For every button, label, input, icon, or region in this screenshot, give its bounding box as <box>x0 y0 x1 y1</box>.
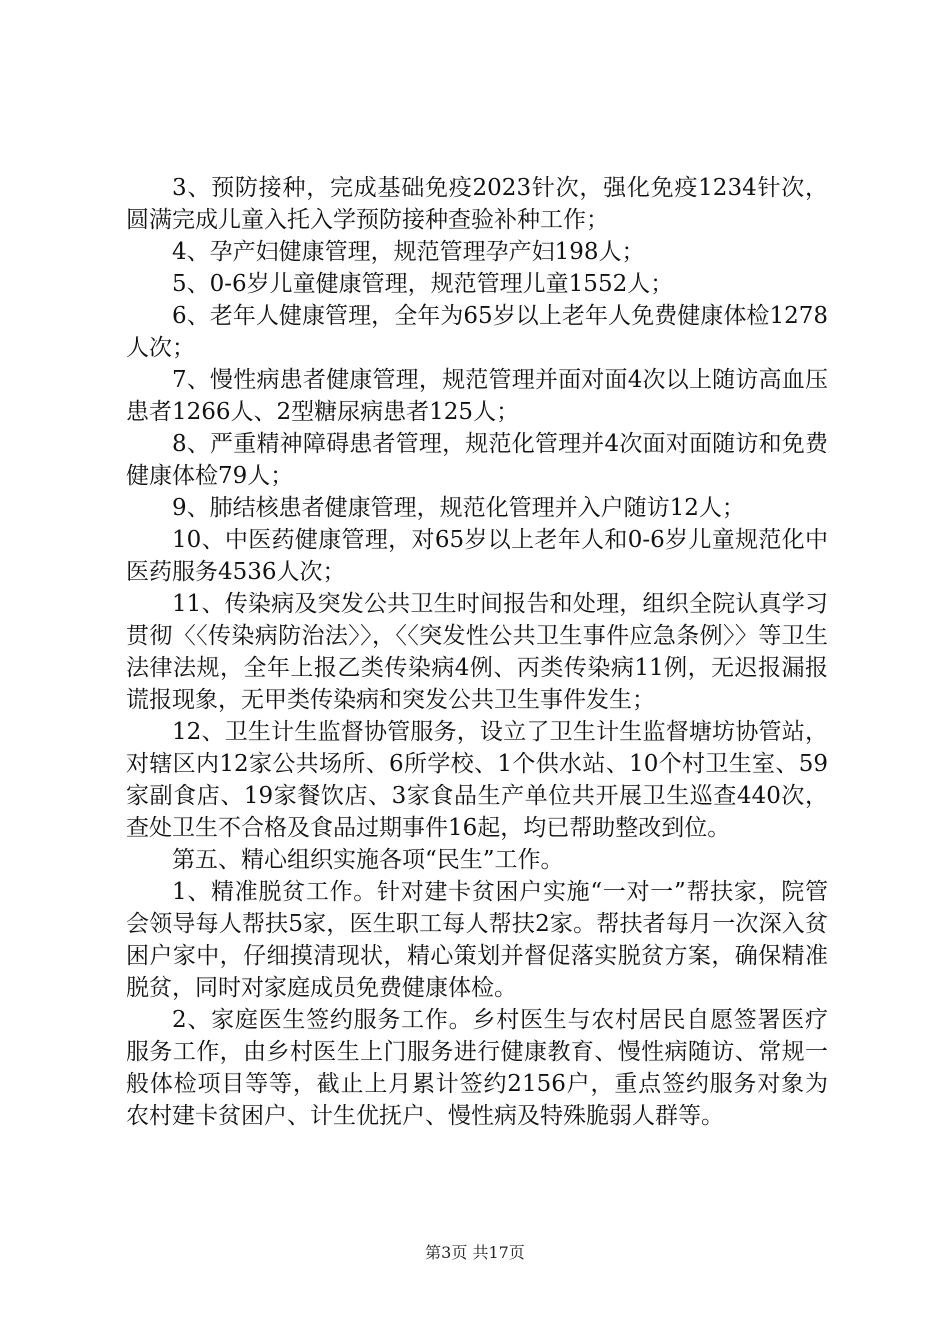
paragraph-item-4-maternal-health: 4、孕产妇健康管理，规范管理孕产妇198人； <box>172 239 645 265</box>
paragraph-item-3-vaccination: 3、预防接种，完成基础免疫2023针次，强化免疫1234针次，圆满完成儿童入托入学预防接种查验补种工作； <box>126 175 828 233</box>
page-number-footer: 第3页 共17页 <box>425 1243 525 1262</box>
paragraph-item-11-infectious-disease: 11、传染病及突发公共卫生时间报告和处理，组织全院认真学习贯彻〈〈传染病防治法〉〉，〈〈突发性公共卫生事件应急条例〉〉等卫生法律法规，全年上报乙类传染病4例、丙类传染病11例，无迟报漏报谎报现象，无甲类传染病和突发公共卫生事件发生； <box>126 591 828 713</box>
paragraph-item-5-child-health: 5、0-6岁儿童健康管理，规范管理儿童1552人； <box>172 271 674 297</box>
paragraph-item-10-tcm: 10、中医药健康管理，对65岁以上老年人和0-6岁儿童规范化中医药服务4536人次； <box>126 527 828 585</box>
paragraph-item-7-chronic-disease: 7、慢性病患者健康管理，规范管理并面对面4次以上随访高血压患者1266人、2型糖尿病患者125人； <box>126 367 828 425</box>
paragraph-poverty-alleviation: 1、精准脱贫工作。针对建卡贫困户实施“一对一”帮扶家，院管会领导每人帮扶5家，医生职工每人帮扶2家。帮扶者每月一次深入贫困户家中，仔细摸清现状，精心策划并督促落实脱贫方案，确保精准脱贫，同时对家庭成员免费健康体检。 <box>126 879 828 1001</box>
paragraph-item-8-mental-disorder: 8、严重精神障碍患者管理，规范化管理并4次面对面随访和免费健康体检79人； <box>126 431 828 489</box>
paragraph-item-6-elderly-health: 6、老年人健康管理，全年为65岁以上老年人免费健康体检1278人次； <box>126 303 828 361</box>
document-body <box>126 172 828 1132</box>
paragraph-item-12-health-supervision: 12、卫生计生监督协管服务，设立了卫生计生监督塘坊协管站，对辖区内12家公共场所、6所学校、1个供水站、10个村卫生室、59家副食店、19家餐饮店、3家食品生产单位共开展卫生巡查440次，查处卫生不合格及食品过期事件16起，均已帮助整改到位。 <box>126 719 828 841</box>
paragraph-item-9-tuberculosis: 9、肺结核患者健康管理，规范化管理并入户随访12人； <box>172 495 745 521</box>
paragraph-family-doctor: 2、家庭医生签约服务工作。乡村医生与农村居民自愿签署医疗服务工作，由乡村医生上门服务进行健康教育、慢性病随访、常规一般体检项目等等，截止上月累计签约2156户，重点签约服务对象为农村建卡贫困户、计生优抚户、慢性病及特殊脆弱人群等。 <box>126 1007 828 1129</box>
section-heading-fifth: 第五、精心组织实施各项“民生”工作。 <box>172 847 564 873</box>
